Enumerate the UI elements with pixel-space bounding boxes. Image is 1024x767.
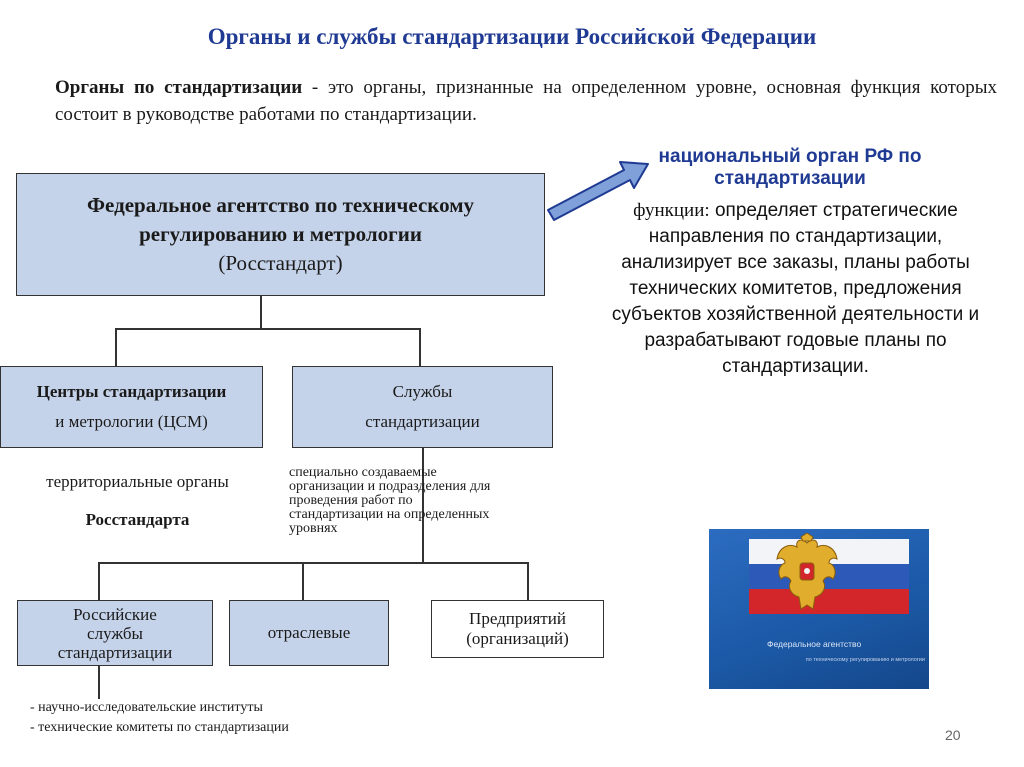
intro-term: Органы по стандартизации bbox=[55, 77, 303, 98]
national-organ-text bbox=[620, 146, 960, 190]
connector-top-horizontal bbox=[115, 328, 420, 330]
enterprise-box bbox=[431, 600, 604, 658]
agency-logo-image bbox=[709, 529, 929, 689]
connector-to-russian bbox=[98, 562, 100, 600]
russian-line1: Российские bbox=[73, 604, 157, 624]
services-note-line2: организации и подразделения для bbox=[289, 479, 491, 494]
connector-to-csm bbox=[115, 328, 117, 366]
services-note-line4: стандартизации на определенных bbox=[289, 507, 490, 522]
intro-definition: - это органы, признанные на определенном уровне, основная функция которых состоит в руководстве работами по стандартизации. bbox=[55, 77, 997, 125]
services-line2: стандартизации bbox=[365, 412, 480, 431]
russian-line2: службы bbox=[87, 623, 143, 643]
csm-line2: и метрологии (ЦСМ) bbox=[55, 412, 208, 431]
csm-box bbox=[0, 366, 263, 448]
russian-line3: стандартизации bbox=[57, 642, 173, 662]
national-line1: национальный орган РФ по bbox=[658, 146, 922, 167]
page-number: 20 bbox=[945, 727, 961, 743]
logo-text-line2: по техническому регулированию и метрологии bbox=[805, 657, 925, 663]
page-title: Органы и службы стандартизации Российской Федерации bbox=[207, 24, 817, 49]
agency-line3: (Росстандарт) bbox=[218, 251, 343, 275]
national-line2: стандартизации bbox=[714, 168, 866, 189]
list-item: - научно-исследовательские институты bbox=[30, 700, 263, 715]
connector-to-enterprise bbox=[527, 562, 529, 600]
services-box bbox=[292, 366, 553, 448]
functions-text bbox=[603, 198, 988, 380]
functions-label: функции: bbox=[633, 200, 710, 221]
enterprise-line1: Предприятий bbox=[469, 609, 566, 628]
agency-box bbox=[16, 173, 545, 296]
sector-box bbox=[229, 600, 389, 666]
services-note-line5: уровнях bbox=[289, 521, 338, 536]
agency-line2: регулированию и метрологии bbox=[139, 222, 422, 246]
enterprise-line2: (организаций) bbox=[466, 629, 569, 648]
connector-to-sector bbox=[302, 562, 304, 600]
connector-to-services bbox=[419, 328, 421, 366]
functions-body: определяет стратегические направления по стандартизации, анализирует все заказы, планы работы технических комитетов, предложения субъектов хозяйственной деятельности и разрабатывают годовые планы по стандартизации. bbox=[611, 200, 980, 377]
csm-note bbox=[0, 470, 275, 532]
connector-agency-down bbox=[260, 296, 262, 329]
russian-services-list bbox=[30, 698, 289, 738]
csm-note-line1: территориальные органы bbox=[46, 472, 229, 491]
services-line1: Службы bbox=[392, 382, 453, 401]
sector-label: отраслевые bbox=[267, 623, 351, 642]
coat-of-arms-icon bbox=[771, 533, 843, 619]
connector-bottom-horizontal bbox=[98, 562, 528, 564]
services-note bbox=[289, 466, 579, 536]
intro-paragraph bbox=[55, 74, 997, 128]
services-note-line3: проведения работ по bbox=[289, 493, 413, 508]
services-note-line1: специально создаваемые bbox=[289, 465, 437, 480]
connector-russian-down bbox=[98, 666, 100, 699]
csm-line1: Центры стандартизации bbox=[36, 382, 227, 401]
agency-line1: Федеральное агентство по техническому bbox=[86, 193, 474, 217]
csm-note-line2: Росстандарта bbox=[85, 510, 190, 529]
logo-text-line1: Федеральное агентство bbox=[767, 639, 862, 649]
russian-services-box bbox=[17, 600, 213, 666]
list-item: - технические комитеты по стандартизации bbox=[30, 720, 289, 735]
